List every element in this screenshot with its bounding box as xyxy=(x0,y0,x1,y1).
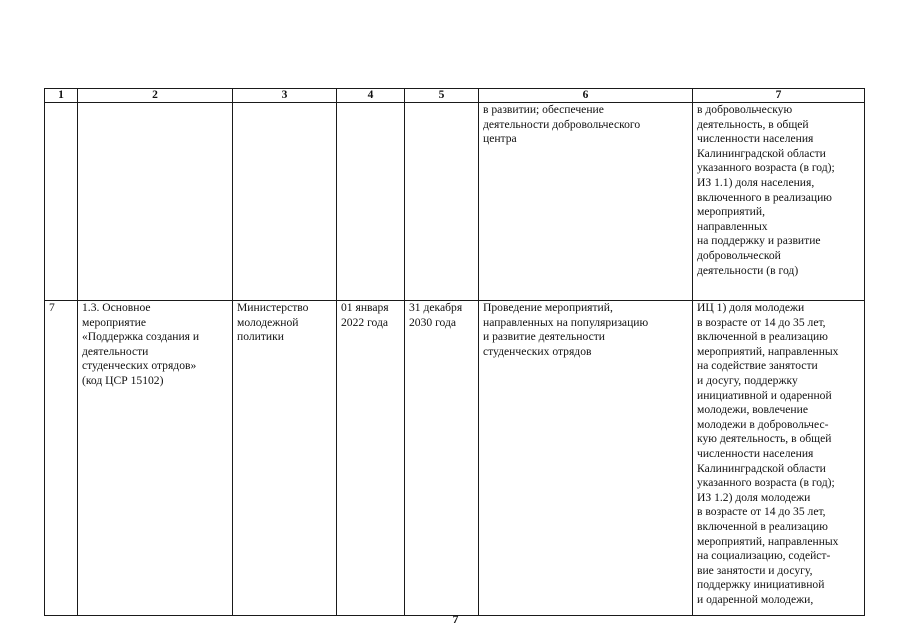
page-number: 7 xyxy=(452,612,459,626)
executor-cell: Министерство молодежной политики xyxy=(233,301,337,616)
column-header-7: 7 xyxy=(693,89,865,103)
row-number-cell xyxy=(45,103,78,301)
executor-cell xyxy=(233,103,337,301)
header-row xyxy=(45,89,865,103)
column-header-4: 4 xyxy=(337,89,405,103)
column-header-2: 2 xyxy=(78,89,233,103)
start-date-cell xyxy=(337,103,405,301)
table-row-7 xyxy=(45,301,865,616)
end-date-cell: 31 декабря 2030 года xyxy=(405,301,479,616)
indicator-cell: в добровольческую деятельность, в общей численности населения Калининградской области указанного возраста (в год); ИЗ 1.1) доля населения, включенного в реализацию мероприятий, направленных на поддержку и развитие добровольческой деятельности (в год) xyxy=(693,103,865,301)
table-row-continuation xyxy=(45,103,865,301)
column-header-3: 3 xyxy=(233,89,337,103)
activity-name-cell: 1.3. Основное мероприятие «Поддержка создания и деятельности студенческих отрядов» (код ЦСР 15102) xyxy=(78,301,233,616)
program-table xyxy=(44,88,865,616)
start-date-cell: 01 января 2022 года xyxy=(337,301,405,616)
activity-name-cell xyxy=(78,103,233,301)
column-header-5: 5 xyxy=(405,89,479,103)
column-header-1: 1 xyxy=(45,89,78,103)
result-description-cell: Проведение мероприятий, направленных на популяризацию и развитие деятельности студенческих отрядов xyxy=(479,301,693,616)
end-date-cell xyxy=(405,103,479,301)
row-number-cell: 7 xyxy=(45,301,78,616)
column-header-6: 6 xyxy=(479,89,693,103)
result-description-cell: в развитии; обеспечение деятельности добровольческого центра xyxy=(479,103,693,301)
indicator-cell: ИЦ 1) доля молодежи в возрасте от 14 до 35 лет, включенной в реализацию мероприятий, направленных на содействие занятости и досугу, поддержку инициативной и одаренной молодежи, вовлечение молодежи в добровольчес- кую деятельность, в общей численности населения Калининградской области указанного возраста (в год); ИЗ 1.2) доля молодежи в возрасте от 14 до 35 лет, включенной в реализацию мероприятий, направленных на социализацию, содейст- вие занятости и досугу, поддержку инициативной и одаренной молодежи, xyxy=(693,301,865,616)
